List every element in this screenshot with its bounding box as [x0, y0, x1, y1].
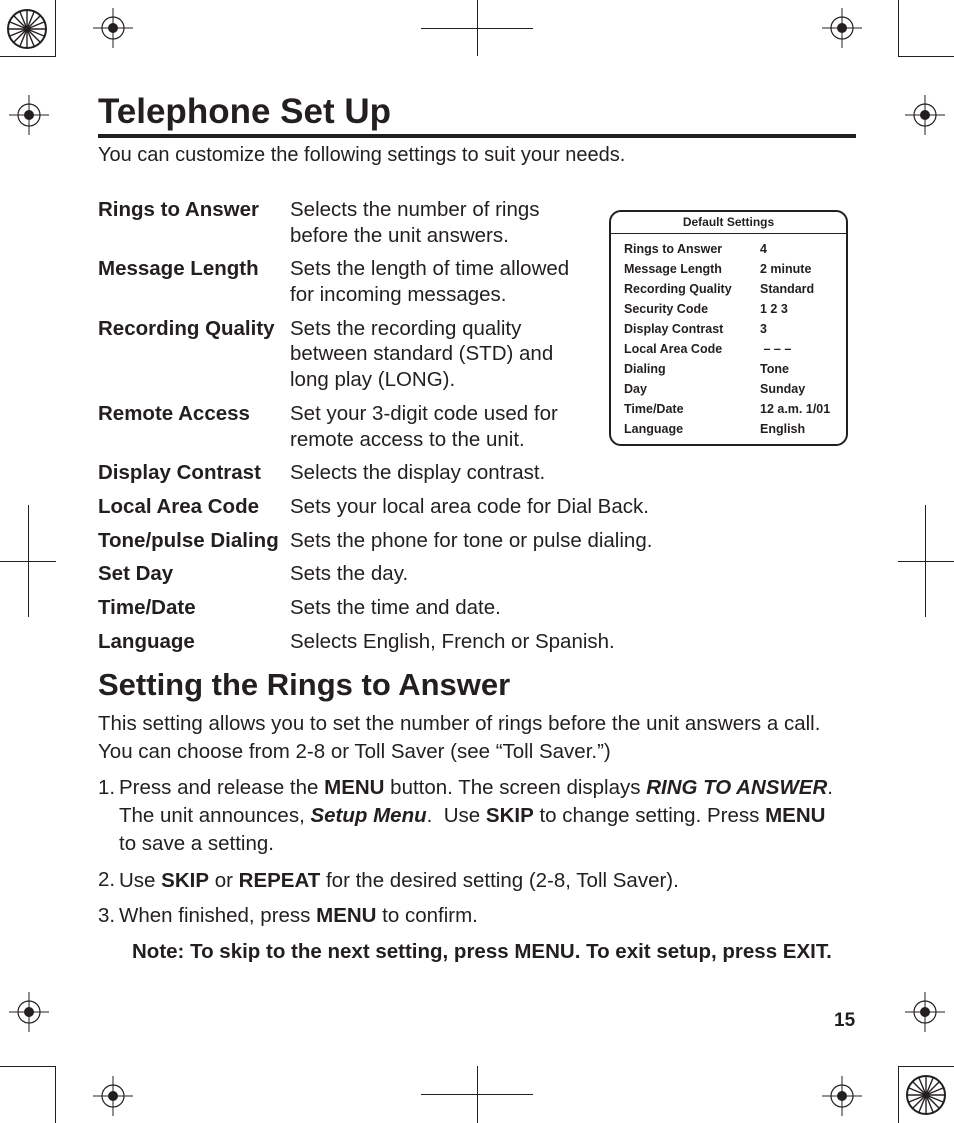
- setting-term: Time/Date: [98, 596, 196, 619]
- center-mark: [421, 1094, 533, 1095]
- crop-line: [0, 56, 56, 57]
- default-setting-value: Sunday: [760, 382, 806, 396]
- default-setting-name: Time/Date: [624, 402, 684, 416]
- section-heading: Setting the Rings to Answer: [98, 667, 511, 702]
- setting-term: Local Area Code: [98, 495, 260, 518]
- page-number: 15: [834, 1010, 856, 1031]
- crop-line: [55, 1066, 56, 1123]
- step-text: Use: [119, 869, 162, 892]
- setting-desc: between standard (STD) and: [290, 342, 554, 365]
- crop-line: [898, 0, 899, 56]
- crosshair-mark-icon: [93, 1076, 133, 1116]
- setting-term: Rings to Answer: [98, 198, 259, 221]
- step-text: When finished, press: [119, 904, 317, 927]
- setting-desc: Sets the time and date.: [290, 596, 501, 619]
- setting-desc: Set your 3-digit code used for: [290, 402, 558, 425]
- crop-line: [898, 1066, 899, 1123]
- default-setting-name: Message Length: [624, 262, 722, 276]
- setting-desc: Selects English, French or Spanish.: [290, 630, 615, 653]
- default-setting-value: – – –: [760, 342, 792, 356]
- crosshair-mark-icon: [822, 8, 862, 48]
- repeat-key-label: REPEAT: [238, 869, 321, 892]
- crosshair-mark-icon: [93, 8, 133, 48]
- setting-desc: before the unit answers.: [290, 224, 509, 247]
- step-text: or: [209, 869, 239, 892]
- setting-term: Set Day: [98, 562, 174, 585]
- menu-key-label: MENU: [765, 804, 826, 827]
- step-number: 2.: [98, 868, 116, 891]
- registration-starburst-icon: [6, 8, 48, 50]
- default-setting-name: Security Code: [624, 302, 709, 316]
- crosshair-mark-icon: [9, 992, 49, 1032]
- step-text: to change setting. Press: [533, 804, 766, 827]
- setting-term: Recording Quality: [98, 317, 275, 340]
- registration-starburst-icon: [905, 1074, 947, 1116]
- default-setting-value: Standard: [760, 282, 815, 296]
- setting-desc: Sets the recording quality: [290, 317, 522, 340]
- setting-desc: Sets the day.: [290, 562, 409, 585]
- setting-desc: Sets your local area code for Dial Back.: [290, 495, 649, 518]
- default-setting-name: Display Contrast: [624, 322, 724, 336]
- crop-line: [898, 56, 954, 57]
- crosshair-mark-icon: [9, 95, 49, 135]
- step-text: button. The screen displays: [384, 776, 647, 799]
- default-setting-value: 12 a.m. 1/01: [760, 402, 831, 416]
- step-text: .: [827, 776, 833, 799]
- setting-term: Remote Access: [98, 402, 250, 425]
- skip-key-label: SKIP: [161, 869, 210, 892]
- step-1-line: [119, 802, 825, 830]
- setting-desc: Sets the length of time allowed: [290, 257, 570, 280]
- default-setting-value: 2 minute: [760, 262, 812, 276]
- default-setting-value: 3: [760, 322, 767, 336]
- setting-term: Language: [98, 630, 195, 653]
- default-settings-box: [609, 210, 848, 446]
- skip-key-label: SKIP: [485, 804, 534, 827]
- menu-key-label: MENU: [324, 776, 385, 799]
- announcement-text: Setup Menu: [310, 804, 427, 827]
- page-title: Telephone Set Up: [98, 90, 856, 138]
- step-text: for the desired setting (2-8, Toll Saver).: [320, 869, 679, 892]
- crop-line: [898, 1066, 954, 1067]
- step-text: . Use: [426, 804, 486, 827]
- crosshair-mark-icon: [905, 992, 945, 1032]
- menu-key-label: MENU: [316, 904, 377, 927]
- default-setting-name: Recording Quality: [624, 282, 732, 296]
- section-paragraph: This setting allows you to set the number of rings before the unit answers a call.: [98, 712, 821, 735]
- step-text: The unit announces,: [119, 804, 311, 827]
- step-2-line: [119, 867, 679, 895]
- setting-desc: Selects the display contrast.: [290, 461, 546, 484]
- crop-line: [0, 1066, 56, 1067]
- step-1-line: [119, 774, 833, 802]
- step-3-line: [119, 902, 478, 930]
- screen-display-text: RING TO ANSWER: [646, 776, 828, 799]
- note-text: Note: To skip to the next setting, press MENU. To exit setup, press EXIT.: [132, 940, 832, 963]
- center-mark: [421, 28, 533, 29]
- step-1-line: to save a setting.: [119, 832, 274, 855]
- intro-text: You can customize the following settings to suit your needs.: [98, 144, 626, 166]
- center-mark: [898, 561, 954, 562]
- setting-desc: remote access to the unit.: [290, 428, 525, 451]
- setting-desc: for incoming messages.: [290, 283, 507, 306]
- default-setting-name: Local Area Code: [624, 342, 723, 356]
- crosshair-mark-icon: [905, 95, 945, 135]
- default-setting-name: Dialing: [624, 362, 666, 376]
- setting-term: Message Length: [98, 257, 259, 280]
- setting-desc: Sets the phone for tone or pulse dialing.: [290, 529, 653, 552]
- setting-desc: Selects the number of rings: [290, 198, 540, 221]
- default-setting-name: Language: [624, 422, 684, 436]
- default-setting-name: Day: [624, 382, 647, 396]
- step-number: 1.: [98, 776, 116, 799]
- setting-term: Tone/pulse Dialing: [98, 529, 279, 552]
- default-setting-value: Tone: [760, 362, 789, 376]
- default-settings-heading: Default Settings: [611, 212, 846, 234]
- default-setting-value: 4: [760, 242, 767, 256]
- default-setting-value: 1 2 3: [760, 302, 788, 316]
- crosshair-mark-icon: [822, 1076, 862, 1116]
- step-number: 3.: [98, 904, 116, 927]
- default-setting-value: English: [760, 422, 806, 436]
- setting-term: Display Contrast: [98, 461, 261, 484]
- setting-desc: long play (LONG).: [290, 368, 456, 391]
- section-paragraph: You can choose from 2-8 or Toll Saver (see “Toll Saver.”): [98, 740, 611, 763]
- center-mark: [0, 561, 56, 562]
- step-text: to confirm.: [376, 904, 478, 927]
- crop-line: [55, 0, 56, 56]
- default-setting-name: Rings to Answer: [624, 242, 723, 256]
- step-text: Press and release the: [119, 776, 325, 799]
